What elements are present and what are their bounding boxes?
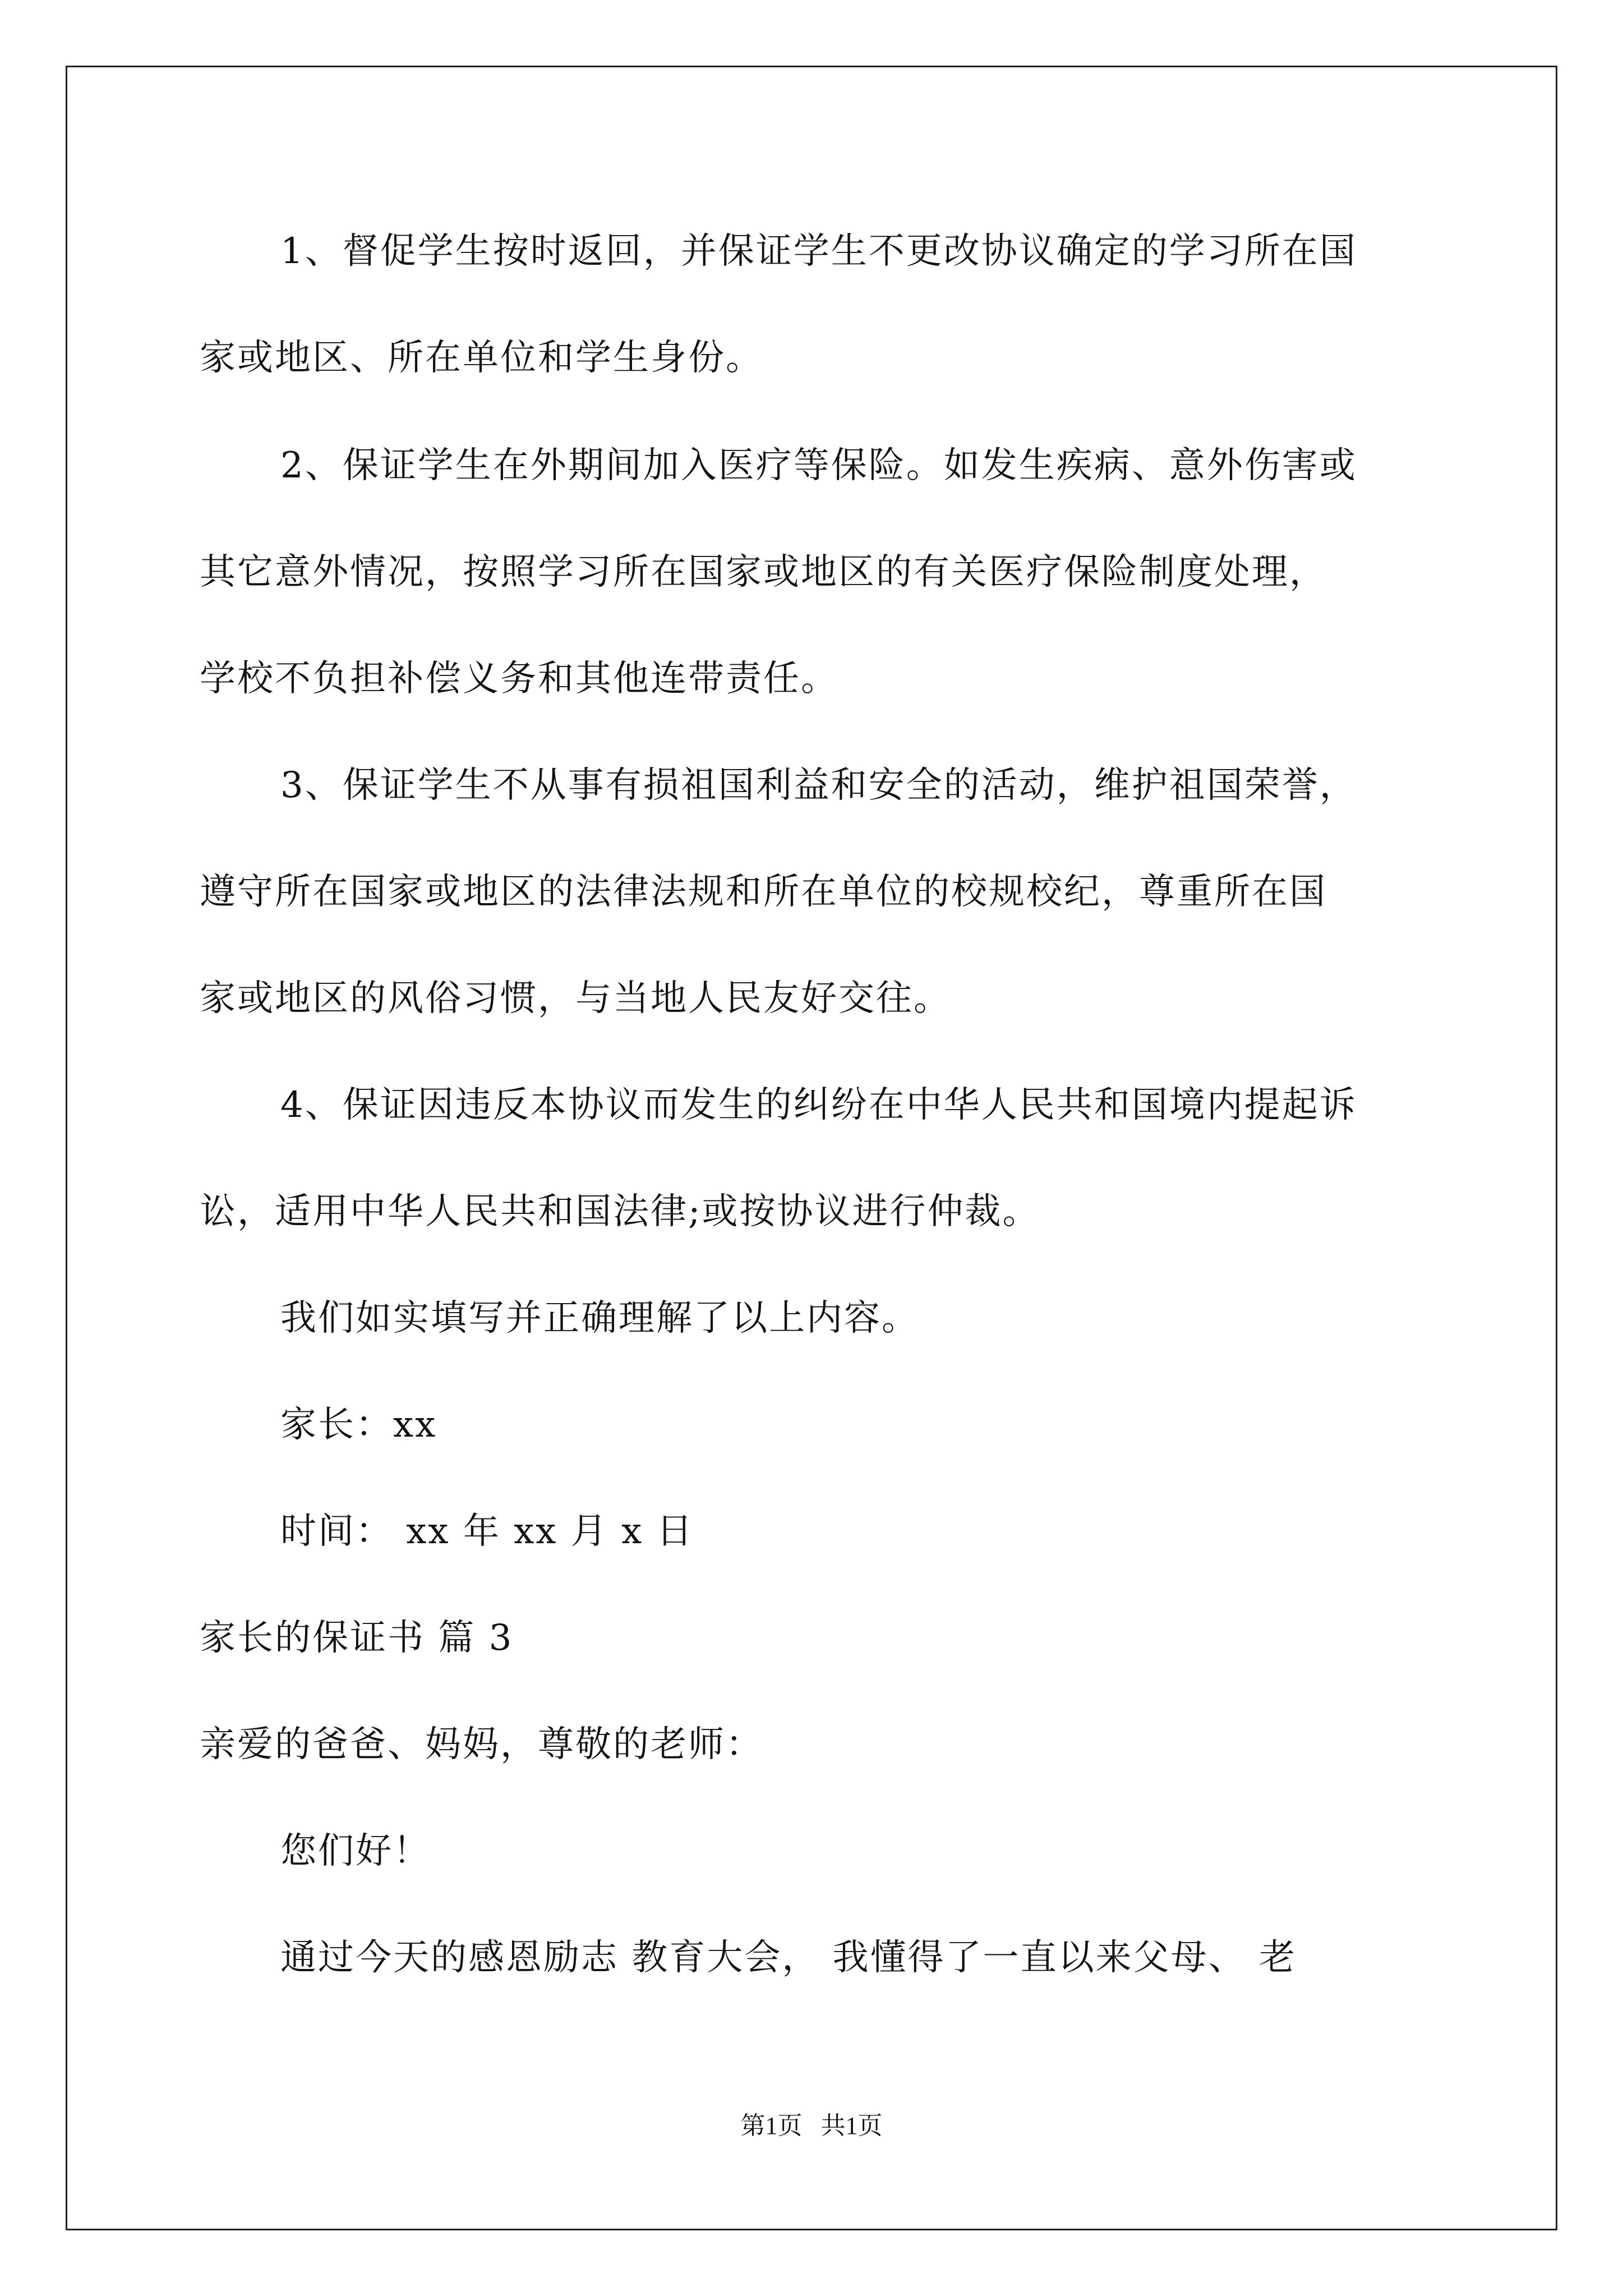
paragraph-1-line-1: 1、督促学生按时返回，并保证学生不更改协议确定的学习所在国 [280, 231, 1357, 272]
paragraph-2-line-3: 学校不负担补偿义务和其他连带责任。 [200, 658, 838, 700]
paragraph-2-line-1: 2、保证学生在外期间加入医疗等保险。如发生疾病、意外伤害或 [280, 445, 1357, 486]
paragraph-2-line-2: 其它意外情况，按照学习所在国家或地区的有关医疗保险制度处理， [200, 551, 1327, 593]
date-line: 时间： xx 年 xx 月 x 日 [280, 1511, 694, 1552]
paragraph-3-line-1: 3、保证学生不从事有损祖国利益和安全的活动，维护祖国荣誉， [280, 765, 1357, 806]
letter-salutation: 亲爱的爸爸、妈妈，尊敬的老师： [200, 1724, 763, 1765]
page-footer: 第1页 共1页 [740, 2112, 883, 2139]
paragraph-4-line-2: 讼，适用中华人民共和国法律;或按协议进行仲裁。 [200, 1191, 1040, 1232]
page-border [66, 66, 1557, 2230]
paragraph-1-line-2: 家或地区、所在单位和学生身份。 [200, 337, 763, 379]
paragraph-4-line-1: 4、保证因违反本协议而发生的纠纷在中华人民共和国境内提起诉 [280, 1084, 1357, 1126]
parent-signature: 家长：xx [280, 1404, 437, 1446]
section-heading: 家长的保证书 篇 3 [200, 1617, 514, 1659]
confirmation-statement: 我们如实填写并正确理解了以上内容。 [280, 1297, 919, 1339]
letter-greeting: 您们好！ [280, 1830, 431, 1872]
paragraph-3-line-3: 家或地区的风俗习惯，与当地人民友好交往。 [200, 978, 951, 1019]
paragraph-3-line-2: 遵守所在国家或地区的法律法规和所在单位的校规校纪，尊重所在国 [200, 871, 1327, 913]
letter-body-line-1: 通过今天的感恩励志 教育大会， 我懂得了一直以来父母、 老 [280, 1937, 1297, 1978]
